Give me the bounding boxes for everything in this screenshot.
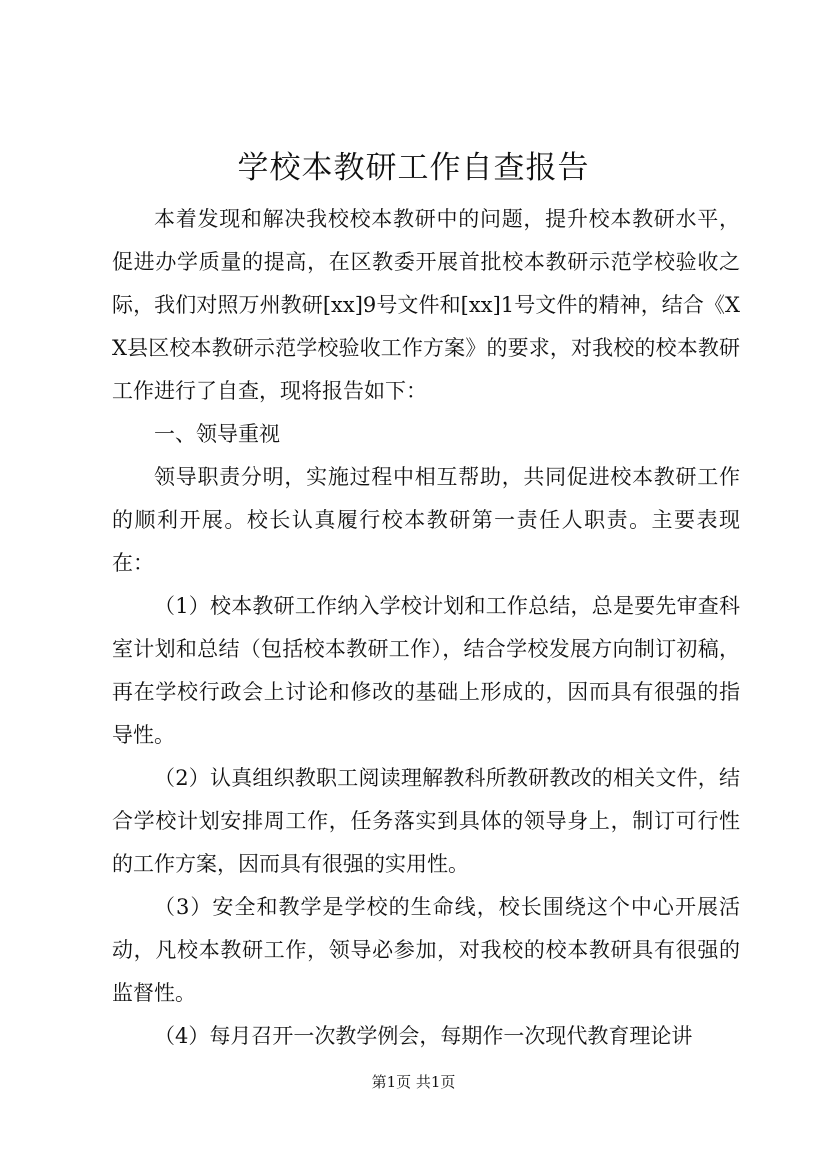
list-item-2: （2）认真组织教职工阅读理解教科所教研教改的相关文件，结合学校计划安排周工作，任务落实到具体的领导身上，制订可行性的工作方案，因而具有很强的实用性。 (112, 766, 740, 876)
document-body (112, 198, 740, 1058)
paragraph-intro: 本着发现和解决我校校本教研中的问题，提升校本教研水平，促进办学质量的提高，在区教委开展首批校本教研示范学校验收之际，我们对照万州教研[xx]9号文件和[xx]1号文件的精神，结合《XX县区校本教研示范学校验收工作方案》的要求，对我校的校本教研工作进行了自查，现将报告如下： (112, 207, 740, 403)
list-item-1: （1）校本教研工作纳入学校计划和工作总结，总是要先审查科室计划和总结（包括校本教研工作），结合学校发展方向制订初稿，再在学校行政会上讨论和修改的基础上形成的，因而具有很强的指导性。 (112, 594, 740, 747)
section-heading-leadership: 一、领导重视 (154, 422, 280, 446)
document-title: 学校本教研工作自查报告 (237, 150, 590, 186)
list-item-4: （4）每月召开一次教学例会，每期作一次现代教育理论讲 (154, 1024, 693, 1048)
page-number-footer: 第1页 共1页 (371, 1073, 456, 1091)
paragraph-leadership: 领导职责分明，实施过程中相互帮助，共同促进校本教研工作的顺利开展。校长认真履行校本教研第一责任人职责。主要表现在： (112, 465, 740, 575)
list-item-3: （3）安全和教学是学校的生命线，校长围绕这个中心开展活动，凡校本教研工作，领导必参加，对我校的校本教研具有很强的监督性。 (112, 895, 740, 1005)
